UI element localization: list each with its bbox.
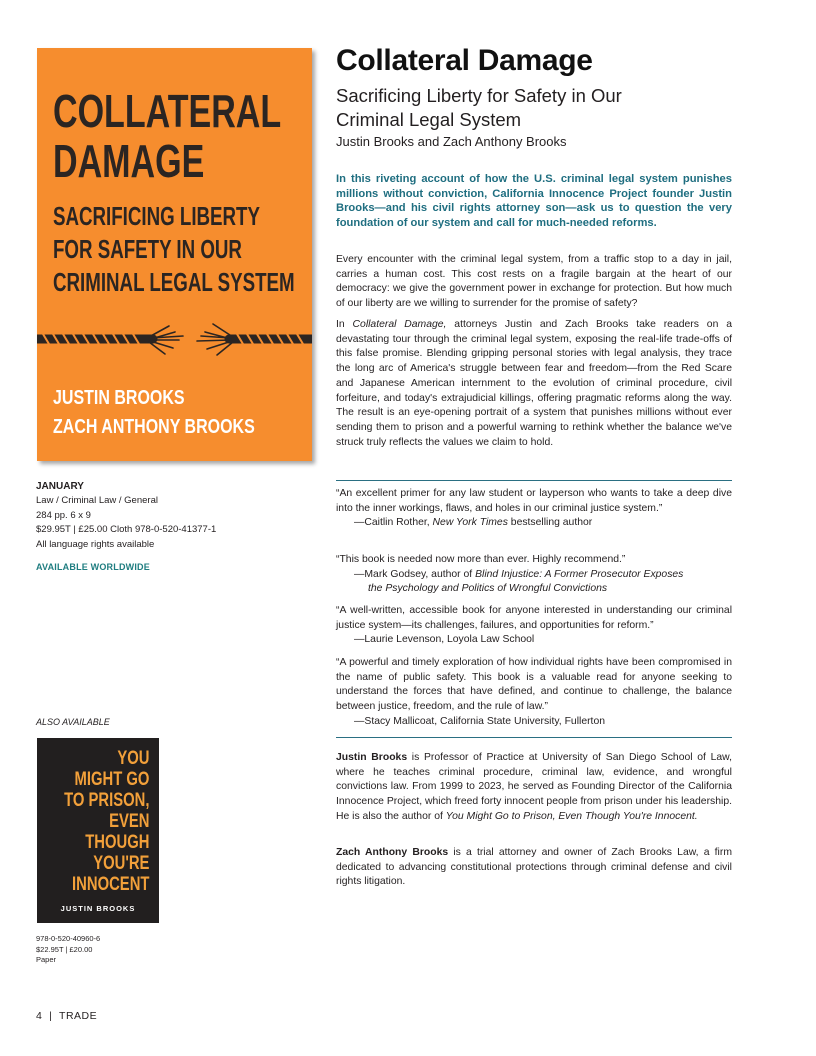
- page-footer: 4 | TRADE: [36, 1010, 98, 1022]
- book-category: Law / Criminal Law / General: [36, 495, 158, 507]
- also-cover-line: MIGHT GO: [74, 769, 149, 790]
- para-text: In: [336, 319, 353, 330]
- frayed-rope-illustration: [37, 318, 312, 358]
- description-paragraph: [336, 318, 732, 450]
- cover-subtitle-line: FOR SAFETY IN OUR: [53, 234, 242, 264]
- also-cover-line: THOUGH: [84, 832, 149, 853]
- attr-text: —Mark Godsey, author of: [354, 568, 476, 580]
- attr-italic: Blind Injustice: A Former Prosecutor Exposes: [475, 568, 684, 580]
- cover-title: [53, 85, 282, 187]
- also-cover-title: [64, 748, 149, 895]
- subtitle-line: Sacrificing Liberty for Safety in Our: [336, 85, 622, 106]
- also-cover-line: YOU'RE: [92, 853, 149, 874]
- attr-text: bestselling author: [507, 517, 593, 529]
- section-divider: [336, 737, 732, 738]
- also-available-cover: [37, 738, 159, 923]
- attr-italic: the Psychology and Politics of Wrongful Convictions: [368, 583, 608, 595]
- quote-attribution: —Stacy Mallicoat, California State University, Fullerton: [354, 715, 606, 727]
- bio-text: is a trial attorney and owner of Zach Brooks Law, a firm dedicated to advancing constitutional protections through criminal defense and civil rights litigation.: [336, 847, 732, 888]
- book-price: $29.95T | £25.00 Cloth 978-0-520-41377-1: [36, 524, 217, 536]
- endorsement-quote: [336, 604, 732, 648]
- quote-text: “A powerful and timely exploration of how individual rights have been compromised in the name of public safety. This book is a valuable read for anyone seeking to understand the forces that have defined, and continue to challenge, the balance between justice, freedom, and the rule of law.”: [336, 657, 732, 713]
- para-book-title: Collateral Damage,: [352, 319, 447, 330]
- quote-attribution: [336, 516, 732, 531]
- endorsement-quote: [336, 656, 732, 730]
- also-price: $22.95T | £20.00: [36, 944, 93, 954]
- subtitle-line: Criminal Legal System: [336, 109, 522, 130]
- also-available-details: [36, 934, 100, 966]
- bio-book-title: You Might Go to Prison, Even Though You're Innocent.: [445, 810, 698, 822]
- quote-attribution: [336, 568, 732, 583]
- attr-italic: New York Times: [432, 517, 508, 529]
- also-isbn: 978-0-520-40960-6: [36, 934, 101, 943]
- bio-text: is Professor of Practice at University of San Diego School of Law, where he teaches criminal procedure, criminal law, evidence, and wrongful convictions law. From 1999 to 2023, he served as Founding Director of the California Innocence Project, which freed forty innocent people from prison under his leadership. He is also the author of: [336, 752, 732, 822]
- also-format: Paper: [36, 955, 57, 964]
- cover-subtitle-line: CRIMINAL LEGAL SYSTEM: [53, 267, 295, 297]
- quote-attribution: —Laurie Levenson, Loyola Law School: [354, 634, 535, 646]
- bio-name: Zach Anthony Brooks: [336, 847, 449, 858]
- cover-subtitle-line: SACRIFICING LIBERTY: [53, 201, 260, 231]
- cover-title-line: DAMAGE: [53, 135, 205, 187]
- cover-authors: [53, 384, 255, 442]
- book-pages: 284 pp. 6 x 9: [36, 509, 91, 521]
- also-cover-line: EVEN: [108, 811, 149, 832]
- book-title: Collateral Damage: [336, 44, 593, 77]
- lead-paragraph: In this riveting account of how the U.S. criminal legal system punishes millions without conviction, California Innocence Project founder Justin Brooks—and his civil rights attorney son—ask us to question the very foundation of our system and call for much-needed reforms.: [336, 173, 732, 229]
- also-cover-line: YOU: [116, 748, 149, 769]
- book-rights: All language rights available: [36, 538, 155, 550]
- also-available-label: ALSO AVAILABLE: [36, 717, 110, 727]
- cover-subtitle: [53, 200, 295, 299]
- book-subtitle: [336, 84, 736, 132]
- quote-text: “A well-written, accessible book for anyone interested in understanding our criminal justice system—its challenges, failures, and opportunities for reform.”: [336, 605, 732, 631]
- endorsement-quote: [336, 553, 732, 597]
- cover-author-line: ZACH ANTHONY BROOKS: [53, 416, 255, 438]
- quote-text: “An excellent primer for any law student or layperson who wants to take a deep dive into the inner workings, flaws, and holes in our criminal justice system.”: [336, 488, 732, 514]
- endorsement-quote: [336, 487, 732, 531]
- author-bio: [336, 751, 732, 825]
- cover-author-line: JUSTIN BROOKS: [53, 387, 185, 409]
- section-divider: [336, 480, 732, 481]
- pub-month: JANUARY: [36, 481, 84, 492]
- availability-label: AVAILABLE WORLDWIDE: [36, 562, 150, 572]
- also-cover-author: JUSTIN BROOKS: [60, 904, 136, 913]
- cover-title-line: COLLATERAL: [53, 85, 282, 137]
- quote-attribution-line: [336, 582, 732, 597]
- book-cover: [37, 48, 312, 461]
- para-text: attorneys Justin and Zach Brooks take readers on a devastating tour through the criminal legal system, exposing the real-life trade-offs of this false promise. Blending gripping personal stories with legal analysis, they trace the long arc of America's struggle between fear and freedom—from the Red Scare and Japanese American internment to the evolution of criminal procedure, civil forfeiture, and today's extrajudicial killings, offering pragmatic reforms along the way. The result is an eye-opening portrait of a system that punishes millions without ever sending them to prison and a powerful warning to rethink whether the balance we've struck truly reflects the values we claim to hold.: [336, 319, 732, 448]
- author-bio: [336, 846, 732, 890]
- quote-text: “This book is needed now more than ever. Highly recommend.”: [336, 554, 626, 565]
- attr-text: —Caitlin Rother,: [354, 517, 433, 529]
- bio-name: Justin Brooks: [336, 752, 408, 763]
- also-cover-line: INNOCENT: [71, 874, 149, 895]
- book-authors: Justin Brooks and Zach Anthony Brooks: [336, 134, 567, 149]
- book-details: [36, 480, 216, 552]
- also-cover-line: TO PRISON,: [63, 790, 149, 811]
- description-paragraph: Every encounter with the criminal legal system, from a traffic stop to a day in jail, carries a human cost. This cost rests on a fragile bargain at the heart of our democracy: we give the government power in exchange for protection. But how much of our liberty are we willing to surrender for the promise of safety?: [336, 254, 732, 310]
